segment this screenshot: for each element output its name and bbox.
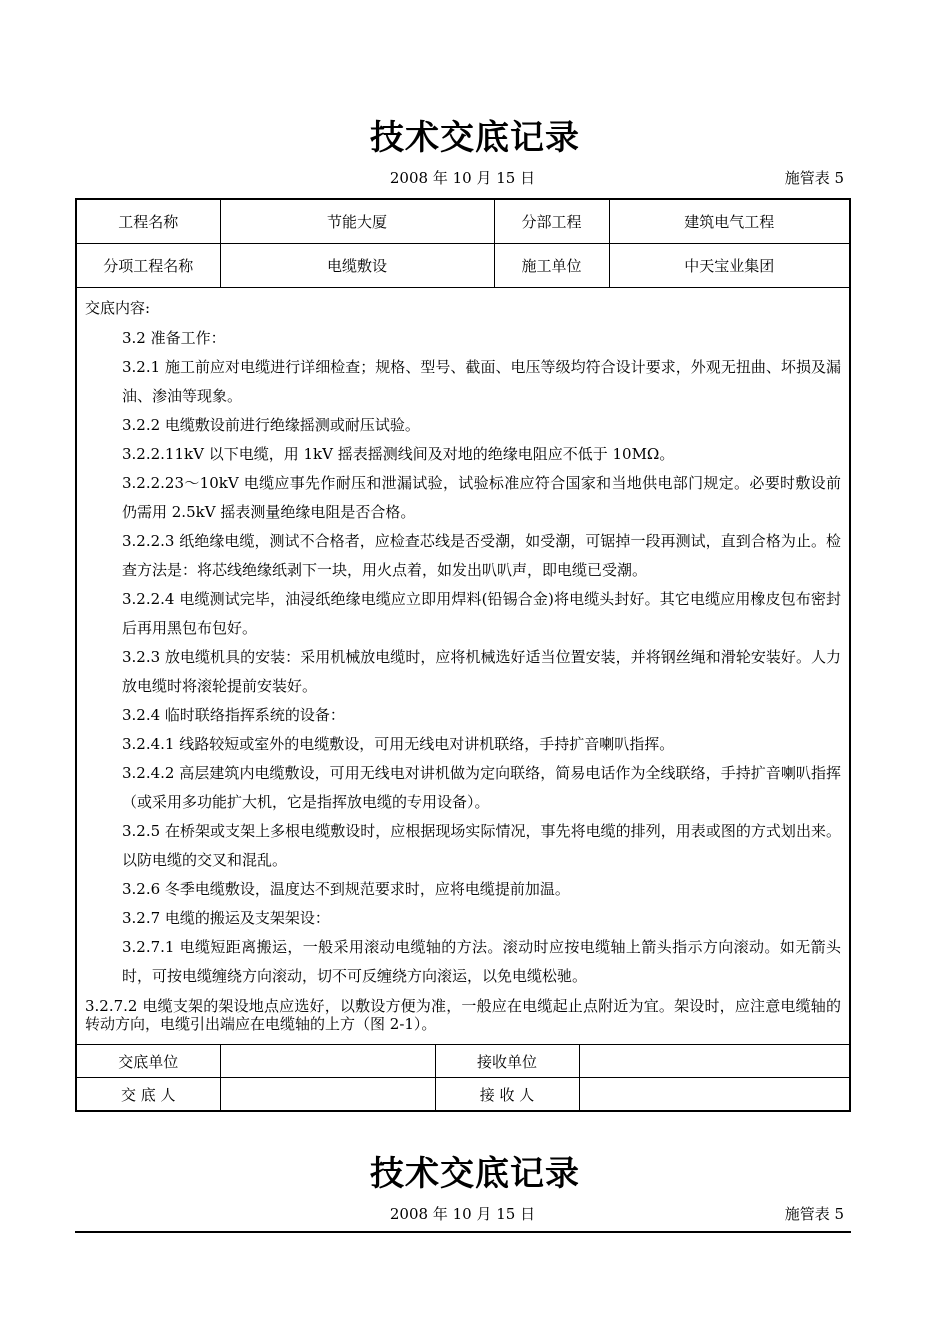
table-row (77, 1045, 849, 1078)
record-date-2: 2008 年 10 月 15 日 (389, 1205, 536, 1223)
sub-project-value: 建筑电气工程 (609, 200, 849, 244)
content-paragraph: 3.2.2.3 纸绝缘电缆，测试不合格者，应检查芯线是否受潮，如受潮，可锯掉一段再测试，直到合格为止。检查方法是：将芯线绝缘纸剥下一块，用火点着，如发出叭叭声，即电缆已受潮。 (122, 532, 841, 579)
contractor-label: 施工单位 (494, 244, 609, 288)
receive-unit-label: 接收单位 (435, 1045, 579, 1078)
page-title: 技术交底记录 (370, 118, 580, 158)
content-paragraph: 3.2.3 放电缆机具的安装：采用机械放电缆时，应将机械选好适当位置安装，并将钢丝绳和滑轮安装好。人力放电缆时将滚轮提前安装好。 (122, 648, 841, 695)
record-form (75, 198, 851, 1112)
content-paragraph: 3.2.7 电缆的搬运及支架架设： (122, 909, 330, 927)
content-paragraph: 3.2 准备工作： (122, 329, 226, 347)
content-paragraph-last: 3.2.7.2 电缆支架的架设地点应选好，以敷设方便为准，一般应在电缆起止点附近为宜。架设时，应注意电缆轴的转动方向，电缆引出端应在电缆轴的上方（图 2-1）。 (85, 997, 841, 1033)
page-title-2: 技术交底记录 (370, 1154, 580, 1194)
handover-person-label: 交 底 人 (77, 1078, 220, 1111)
content-paragraph: 3.2.6 冬季电缆敷设，温度达不到规范要求时，应将电缆提前加温。 (122, 880, 570, 898)
content-paragraph: 3.2.5 在桥架或支架上多根电缆敷设时，应根据现场实际情况，事先将电缆的排列，用表或图的方式划出来。以防电缆的交叉和混乱。 (122, 822, 841, 869)
table-row (77, 200, 849, 244)
content-label: 交底内容: (85, 299, 151, 317)
content-paragraph: 3.2.4.1 线路较短或室外的电缆敷设，可用无线电对讲机联络，手持扩音喇叭指挥。 (122, 735, 675, 753)
content-paragraph: 3.2.2 电缆敷设前进行绝缘摇测或耐压试验。 (122, 416, 420, 434)
content-paragraph: 3.2.7.1 电缆短距离搬运，一般采用滚动电缆轴的方法。滚动时应按电缆轴上箭头指示方向滚动。如无箭头时，可按电缆缠绕方向滚动，切不可反缠绕方向滚运，以免电缆松驰。 (122, 938, 841, 985)
form-number-2: 施管表 5 (784, 1205, 844, 1223)
date-line (75, 167, 850, 187)
signature-table (77, 1044, 849, 1110)
content-paragraph: 3.2.2.11kV 以下电缆，用 1kV 摇表摇测线间及对地的绝缘电阻应不低于 10MΩ。 (122, 445, 675, 463)
project-name-value: 节能大厦 (220, 200, 494, 244)
handover-person-value[interactable] (220, 1078, 435, 1111)
handover-unit-label: 交底单位 (77, 1045, 220, 1078)
table-top-border (75, 1231, 851, 1233)
handover-unit-value[interactable] (220, 1045, 435, 1078)
date-line-2 (75, 1203, 850, 1223)
table-row (77, 1078, 849, 1111)
project-name-label: 工程名称 (77, 200, 220, 244)
form-number: 施管表 5 (784, 169, 844, 187)
contractor-value: 中天宝业集团 (609, 244, 849, 288)
handover-content (77, 290, 849, 1040)
sub-project-label: 分部工程 (494, 200, 609, 244)
content-paragraph: 3.2.2.4 电缆测试完毕，油浸纸绝缘电缆应立即用焊料(铅锡合金)将电缆头封好。其它电缆应用橡皮包布密封后再用黑包布包好。 (122, 590, 841, 637)
content-paragraph: 3.2.4.2 高层建筑内电缆敷设，可用无线电对讲机做为定向联络，简易电话作为全线联络，手持扩音喇叭指挥（或采用多功能扩大机，它是指挥放电缆的专用设备）。 (122, 764, 841, 811)
table-row (77, 244, 849, 288)
item-name-value: 电缆敷设 (220, 244, 494, 288)
receive-person-label: 接 收 人 (435, 1078, 579, 1111)
header-table (77, 200, 849, 288)
content-paragraph: 3.2.2.23～10kV 电缆应事先作耐压和泄漏试验，试验标准应符合国家和当地供电部门规定。必要时敷设前仍需用 2.5kV 摇表测量绝缘电阻是否合格。 (122, 474, 841, 521)
content-paragraph: 3.2.4 临时联络指挥系统的设备： (122, 706, 345, 724)
item-name-label: 分项工程名称 (77, 244, 220, 288)
receive-unit-value[interactable] (579, 1045, 849, 1078)
content-paragraph: 3.2.1 施工前应对电缆进行详细检查；规格、型号、截面、电压等级均符合设计要求，外观无扭曲、坏损及漏油、渗油等现象。 (122, 358, 841, 405)
record-date: 2008 年 10 月 15 日 (389, 169, 536, 187)
receive-person-value[interactable] (579, 1078, 849, 1111)
